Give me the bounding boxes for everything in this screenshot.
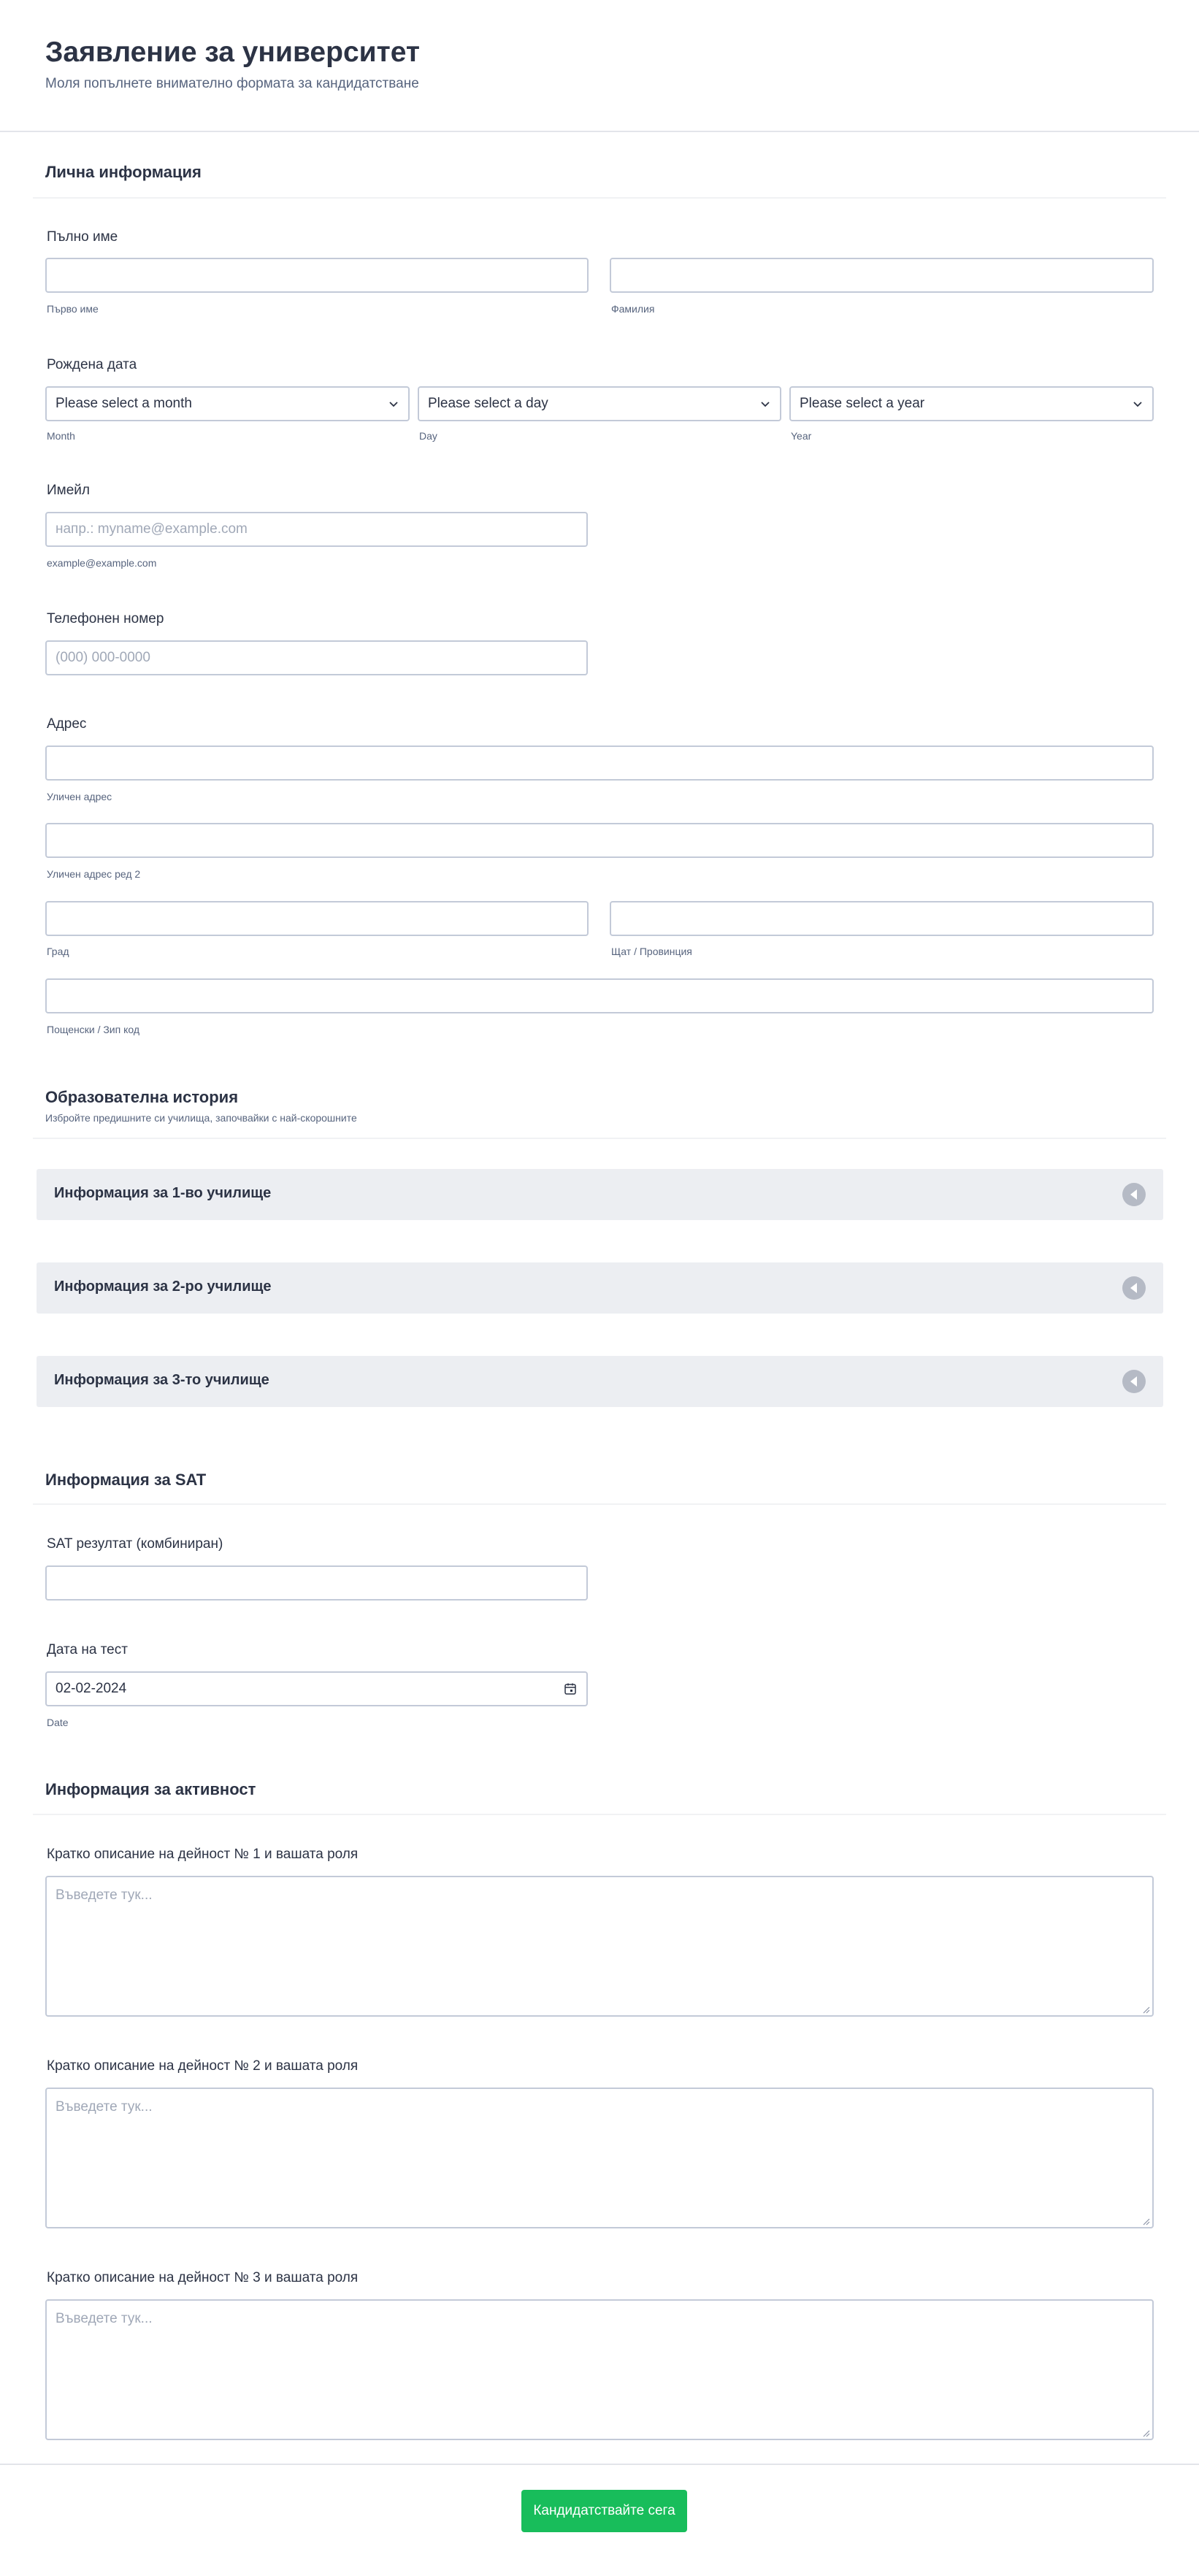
section-divider — [33, 1503, 1166, 1505]
chevron-down-icon — [1132, 398, 1144, 410]
first-name-sublabel: Първо име — [47, 303, 99, 315]
section-desc-education: Избройте предишните си училища, започвайки с най-скорошните — [45, 1112, 357, 1124]
birth-month-sublabel: Month — [47, 430, 75, 442]
sat-score-input[interactable] — [45, 1565, 588, 1601]
page-title: Заявление за университет — [45, 37, 420, 68]
address-label: Адрес — [47, 716, 87, 732]
birth-day-sublabel: Day — [419, 430, 437, 442]
section-title-sat: Информация за SAT — [45, 1471, 207, 1489]
activity-3-label: Кратко описание на дейност № 3 и вашата роля — [47, 2270, 359, 2285]
chevron-down-icon — [759, 398, 771, 410]
birth-month-value: Please select a month — [55, 396, 192, 411]
email-field[interactable] — [45, 512, 588, 547]
activity-2-textarea[interactable] — [45, 2088, 1154, 2228]
section-title-activity: Информация за активност — [45, 1780, 256, 1798]
email-label: Имейл — [47, 483, 90, 498]
school-2-collapse[interactable] — [37, 1262, 1163, 1314]
street-address-2-sublabel: Уличен адрес ред 2 — [47, 868, 141, 880]
collapse-toggle-icon[interactable] — [1122, 1276, 1146, 1300]
section-divider — [33, 1814, 1166, 1815]
test-date-input[interactable] — [45, 1671, 588, 1706]
street-address-input[interactable] — [45, 745, 1154, 781]
street-address-2-input[interactable] — [45, 823, 1154, 858]
test-date-value: 02-02-2024 — [55, 1681, 127, 1696]
zip-input[interactable] — [45, 978, 1154, 1013]
activity-1-label: Кратко описание на дейност № 1 и вашата роля — [47, 1847, 359, 1862]
page-subtitle: Моля попълнете внимателно формата за кандидатстване — [45, 76, 419, 91]
school-1-title: Информация за 1-во училище — [54, 1185, 272, 1201]
section-title-personal: Лична информация — [45, 163, 202, 181]
city-input[interactable] — [45, 901, 589, 936]
school-1-collapse[interactable] — [37, 1169, 1163, 1220]
first-name-input[interactable] — [45, 258, 589, 293]
school-3-title: Информация за 3-то училище — [54, 1372, 269, 1388]
birth-month-select[interactable] — [45, 386, 410, 421]
birth-year-value: Please select a year — [800, 396, 925, 411]
state-input[interactable] — [610, 901, 1154, 936]
section-divider — [33, 1138, 1166, 1139]
phone-label: Телефонен номер — [47, 611, 164, 626]
birth-date-label: Рождена дата — [47, 357, 137, 372]
street-address-sublabel: Уличен адрес — [47, 791, 112, 802]
activity-2-label: Кратко описание на дейност № 2 и вашата роля — [47, 2058, 359, 2074]
birth-day-value: Please select a day — [428, 396, 548, 411]
section-title-education: Образователна история — [45, 1088, 239, 1106]
calendar-icon[interactable] — [563, 1682, 578, 1696]
school-3-collapse[interactable] — [37, 1356, 1163, 1407]
activity-1-textarea[interactable] — [45, 1876, 1154, 2017]
phone-field[interactable] — [45, 640, 588, 675]
resize-grip-icon[interactable] — [1141, 2005, 1150, 2014]
test-date-sublabel: Date — [47, 1717, 69, 1728]
test-date-label: Дата на тест — [47, 1642, 128, 1657]
footer-divider — [0, 2464, 1199, 2465]
city-sublabel: Град — [47, 946, 69, 957]
email-sublabel: example@example.com — [47, 557, 157, 569]
resize-grip-icon[interactable] — [1141, 2429, 1150, 2437]
last-name-sublabel: Фамилия — [611, 303, 655, 315]
birth-day-select[interactable] — [418, 386, 781, 421]
birth-year-select[interactable] — [789, 386, 1154, 421]
sat-score-label: SAT резултат (комбиниран) — [47, 1536, 223, 1552]
chevron-down-icon — [388, 398, 399, 410]
state-sublabel: Щат / Провинция — [611, 946, 692, 957]
form-header — [0, 0, 1199, 132]
full-name-label: Пълно име — [47, 229, 118, 245]
resize-grip-icon[interactable] — [1141, 2217, 1150, 2226]
activity-3-textarea[interactable] — [45, 2299, 1154, 2440]
school-2-title: Информация за 2-ро училище — [54, 1279, 272, 1295]
collapse-toggle-icon[interactable] — [1122, 1370, 1146, 1393]
submit-button[interactable]: Кандидатствайте сега — [521, 2490, 687, 2532]
collapse-toggle-icon[interactable] — [1122, 1183, 1146, 1206]
birth-year-sublabel: Year — [791, 430, 812, 442]
zip-sublabel: Пощенски / Зип код — [47, 1024, 140, 1035]
last-name-input[interactable] — [610, 258, 1154, 293]
section-divider — [33, 197, 1166, 199]
